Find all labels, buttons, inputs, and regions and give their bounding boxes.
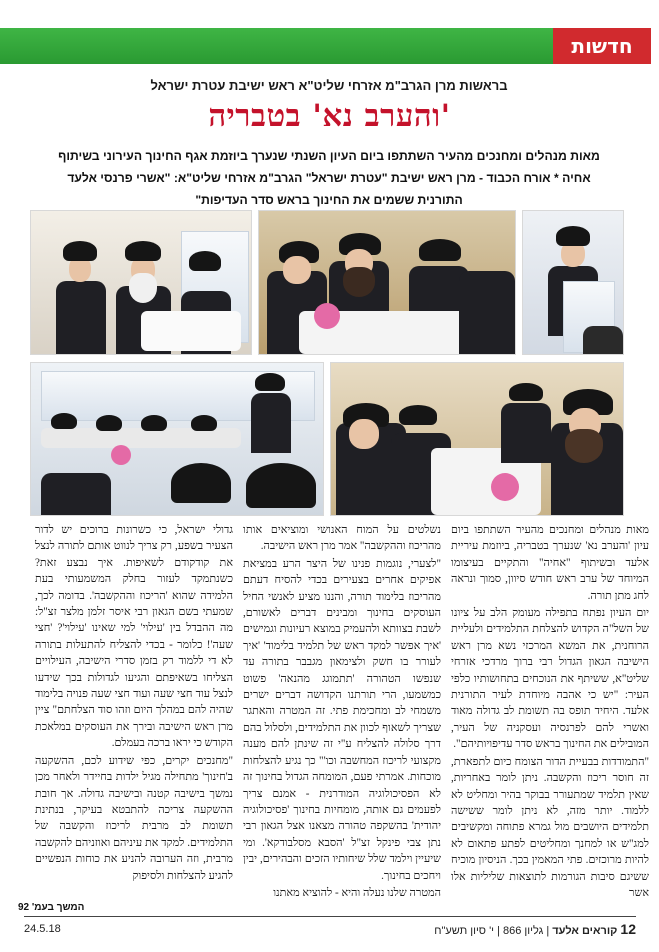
footer-divider: [24, 916, 636, 917]
continuation-note: המשך בעמ' 92: [18, 902, 85, 913]
article-headline: 'והערב נא' בטבריה: [208, 98, 451, 134]
page-footer: 12 קוראים אלעד | גליון 866 | י' סיון תשע"ח 24.5.18: [24, 921, 636, 937]
header-band: [0, 28, 555, 64]
body-paragraph: "התמודדות בבעיית הדור הצומח כיום לתפארת, זה חוסר ריכוז והקשבה. ניתן לומר באחריות, שאין תלמיד שמתעורר בבוקר בהיר ומחליט לא ללמוד. יותר מזה, לא ניתן לומר ששישה תלמידים היושבים מול גמרא פתוחה ומקשיבים למג"ש או למחנך ומחליטים לפתע פתאום לא להיות מרוכזים. פתי המאמין בכך. הניסיון מוכיח ששיגם סיבות הגורמות לתוצאות שליליות אלו אשר: [451, 755, 649, 899]
magazine-name: קוראים אלעד: [552, 925, 618, 937]
article-subhead: [23, 145, 635, 211]
photo-head-table: [258, 210, 516, 355]
article-body: [37, 522, 649, 900]
body-paragraph: יום העיון נפתח בתפילה מעומק הלב על ציונו של השל"ה הקדוש להצלחת התלמידים ולעליית הרוחנית, את המשא המרכזי נשא מרן ראש הישיבה הגאון הגדול רבי ברוך מרדכי אזרחי שליט"א, ששיתף את הנוכחים בתחושותיו כלפי העיר: "יש כי אהבה מיוחדת לעיר התורנית אלעד. היחיד תופס בה תשומת לב גדולה מאוד ואשרי להם לפרנסיה ועסקניה של העיר, המובילים את החינוך בראש סדר עדיפויותיהם".: [451, 607, 649, 751]
body-paragraph: המטרה שלנו נעלה והיא - להוציא מאתנו: [273, 886, 441, 899]
photo-attendees-table: [330, 362, 624, 516]
photo-speaker-lectern: [522, 210, 624, 355]
photo-rabbis-at-podium: [30, 210, 252, 355]
photo-dais-event: [30, 362, 324, 516]
subhead-line: התורנית ששמים את החינוך בראש סדר העדיפות": [195, 193, 463, 207]
body-column-2: [243, 522, 441, 900]
section-label: חדשות: [553, 28, 651, 64]
article-kicker: בראשות מרן הגרב"מ אזרחי שליט"א ראש ישיבת עטרת ישראל: [150, 78, 508, 93]
body-paragraph: "לצערי, נוגמות פנינו של היצר הרע במציאת אפיקים אחרים בצעירים בכדי להסיח דעתם מהריכוז בלימוד תורה, והננו מציע לאנשי החיל העוסקים בחינוך ומבינים דברים לאשורם, לשבת בצוותא ולהעמיק במוצא רעיונות וגמישים 'איך אפשר למקד ראש של תלמיד בלימוד' 'איך לעורר בו חשק ולצימאון מגבבר בתורה עד שנפשו הטהורה 'תתמוגג מהנאה' פשוט כמשמעו, הרי תורתנו הקדושה דברים ישרים משמחי לב ומחכימת פתי. זה המטרה והאתגר שצריך לשאוף לכוון את התלמידים, ולסלול בהם דרך סלולה להצליח ע"י זה שינתן להם מענה מקצועי לריכוז המחשבה וכו'" כך נגיע להצלחות מוכחות. אמרתי פעם, המומחה הגדול בחינוך זה לא הפסיכולוגיה המודרנית - אמנם צריך לפעמים גם אותה, מומחיות בחינוך 'פסיכולוגיה יהודית' בהשקפה טהורה מצאנו אצל הגאון רבי נתן צבי פינקל זצ"ל 'הסבא מסלבודקא'. ומי שיעיין וילמד שלל שיחותיו הזכים והבהירים, יבין ויחכים בחינוך.: [243, 557, 441, 882]
subhead-line: מאות מנהלים ומחנכים מהעיר השתתפו ביום העיון השנתי שנערך ביוזמת אגף החינוך העירוני בשיתוף: [58, 149, 600, 163]
issue-number: גליון 866: [503, 925, 544, 937]
gregorian-date: 24.5.18: [24, 923, 61, 935]
body-paragraph: מאות מנהלים ומחנכים מהעיר השתתפו ביום עיון 'והערב נא' שנערך בטבריה, ביוזמת עיריית אלעד ובשיתוף "אחיה" והתקיים בעיצומו המיוחד של ערב ראש חודש סיוון, סמוך ונראה לחג מתן תורה.: [451, 524, 649, 602]
body-paragraph: נשלטים על המוח האנושי ומוציאים אותו מהריכוז וההקשבה" אמר מרן ראש הישיבה.: [243, 524, 441, 553]
subhead-line: אחיה * אורח הכבוד - מרן ראש ישיבת "עטרת ישראל" הגרב"מ אזרחי שליט"א: "אשרי פרנסי אלעד: [67, 171, 591, 185]
body-column-3: [35, 522, 233, 900]
page-header: [0, 0, 659, 70]
body-paragraph: גדולי ישראל, כי כשרונות ברוכים יש לדור הצעיר בשפע, רק צריך לנווט אותם לתורה לנצל את קודקודם לשאיפות. איך נבצע זאת? כשנתמקד לעזור בחלק המשמעותי בעת הלמידה שהוא 'הריכוז וההקשבה'. בדומה לכך, שמעתי בשם הגאון רבי איסר זלמן מלצר זצ"ל: מה ההבדל בין 'עילוי' למי שאינו 'עילוי'? 'חצי שעה'! כלומר - בכדי להצליח להתעלות בתורה לא די ללמוד רק בזמן סדרי הישיבה, העילויים הצליחו בשאיפתם והגיעו לגדולות בכך שידעו לנצל עוד חצי שעה ועוד חצי שעה פנויה בלימוד שהיה להם במהלך היום וזהו סוד הצלחתם" ציין מרן ראש הישיבה ובירך את העוסקים במלאכת הקודש כי יראו ברכה בעמלם.: [35, 524, 233, 750]
body-column-1: [451, 522, 649, 900]
hebrew-date: י' סיון תשע"ח: [434, 925, 495, 937]
page-number: 12: [620, 921, 636, 937]
body-paragraph: "מחנכים יקרים, כפי שידוע לכם, ההשקעה ב'חינוך' מתחילה מגיל ילדות בחיידר ולאחר מכן נמשך בישיבה קטנה ובישיבה גדולה. אך חובת ההשקעה צריכה להתבטא בעיקר, בנתינת תשומת לב מרבית לריכוז והקשבה של התלמידים. למקד את עיניהם ואוזניהם להקשבה מרבית, וזה הערובה להניע את כוחות הנפשיים להגיע להצלחות ולסיפוק: [35, 754, 233, 882]
